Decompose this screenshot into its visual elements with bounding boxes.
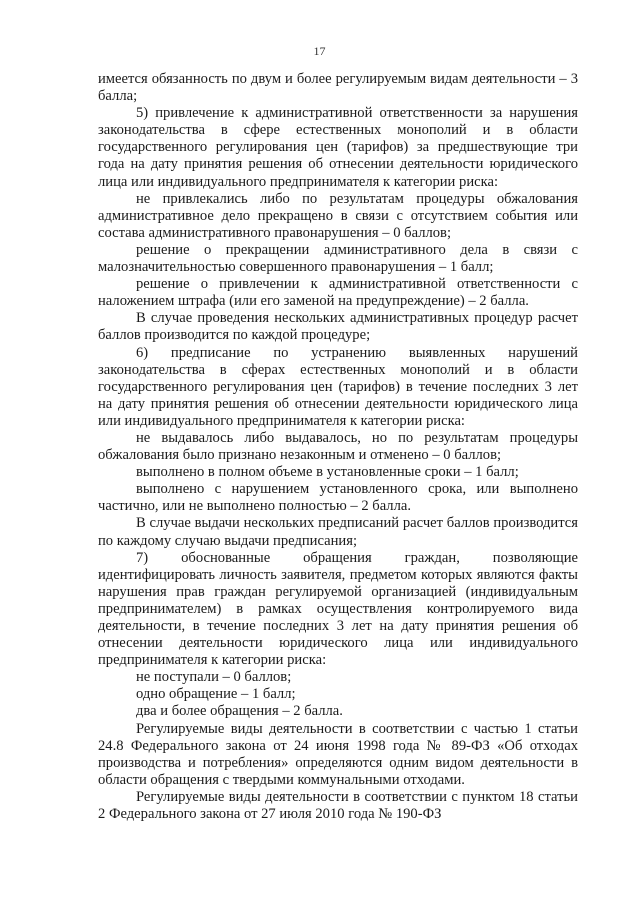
page-number: 17: [313, 44, 326, 58]
paragraph: не выдавалось либо выдавалось, но по результатам процедуры обжалования было признано незаконным и отменено – 0 баллов;: [98, 429, 578, 464]
document-body: [98, 71, 578, 823]
paragraph: выполнено в полном объеме в установленные сроки – 1 балл;: [136, 464, 519, 481]
paragraph: не поступали – 0 баллов;: [136, 669, 292, 686]
paragraph: решение о прекращении административного дела в связи с малозначительностью совершенного правонарушения – 1 балл;: [98, 241, 578, 276]
paragraph: 6) предписание по устранению выявленных нарушений законодательства в сферах естественных монополий и в области государственного регулирования цен (тарифов) в течение последних 3 лет на дату принятия решения об отнесении деятельности юридического лица или индивидуального предпринимателя к категории риска:: [98, 344, 578, 429]
paragraph: В случае выдачи нескольких предписаний расчет баллов производится по каждому случаю выдачи предписания;: [98, 515, 578, 549]
paragraph: не привлекались либо по результатам процедуры обжалования административное дело прекращено в связи с отсутствием события или состава административного правонарушения – 0 баллов;: [98, 190, 578, 241]
paragraph: В случае проведения нескольких административных процедур расчет баллов производится по каждой процедуре;: [98, 310, 578, 344]
paragraph: имеется обязанность по двум и более регулируемым видам деятельности – 3 балла;: [98, 71, 578, 105]
paragraph: выполнено с нарушением установленного срока, или выполнено частично, или не выполнено полностью – 2 балла.: [98, 481, 578, 515]
paragraph: решение о привлечении к административной ответственности с наложением штрафа (или его заменой на предупреждение) – 2 балла.: [98, 276, 578, 310]
paragraph: одно обращение – 1 балл;: [136, 686, 296, 703]
paragraph: Регулируемые виды деятельности в соответствии с пунктом 18 статьи 2 Федерального закона от 27 июля 2010 года № 190-ФЗ: [98, 788, 578, 823]
paragraph: Регулируемые виды деятельности в соответствии с частью 1 статьи 24.8 Федерального закона от 24 июня 1998 года № 89-ФЗ «Об отходах производства и потребления» определяются одним видом деятельности в области обращения с твердыми коммунальными отходами.: [98, 720, 578, 788]
paragraph: два и более обращения – 2 балла.: [136, 703, 343, 720]
paragraph: 5) привлечение к административной ответственности за нарушения законодательства в сфере естественных монополий и в области государственного регулирования цен (тарифов) за предшествующие три года на дату принятия решения об отнесении деятельности юридического лица или индивидуального предпринимателя к категории риска:: [98, 105, 578, 190]
paragraph: 7) обоснованные обращения граждан, позволяющие идентифицировать личность заявителя, предметом которых являются факты нарушения прав граждан регулируемой организацией (индивидуальным предпринимателем) в рамках осуществления контролируемого вида деятельности, в течение последних 3 лет на дату принятия решения об отнесении деятельности юридического лица или индивидуального предпринимателя к категории риска:: [98, 549, 578, 669]
